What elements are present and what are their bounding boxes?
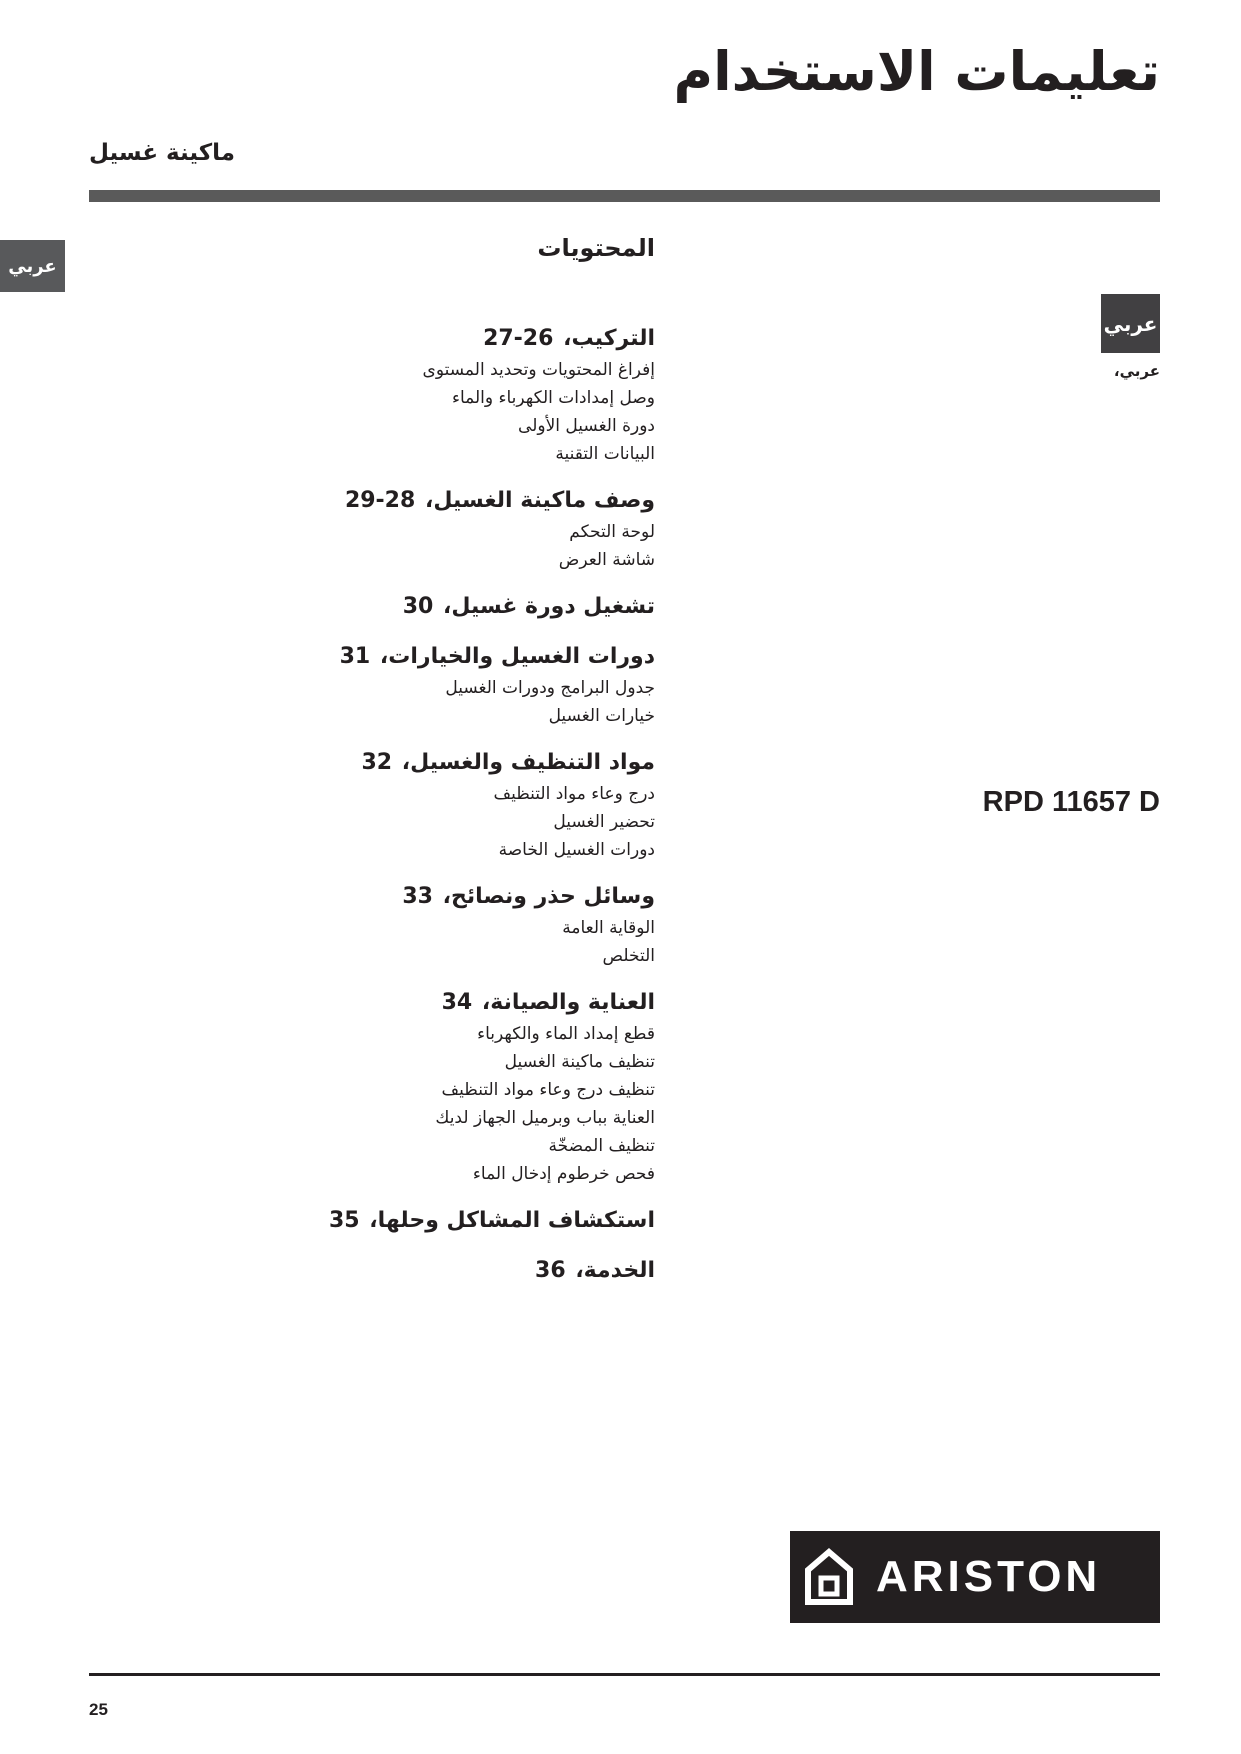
- toc-section-title: وسائل حذر ونصائح،: [442, 884, 655, 909]
- toc-subitem: تنظيف درج وعاء مواد التنظيف: [441, 1080, 655, 1100]
- toc-section-pages: 32: [361, 750, 393, 775]
- toc-section-pages: 35: [328, 1208, 360, 1233]
- toc-subitem: دورة الغسيل الأولى: [518, 416, 655, 436]
- footer-divider: [89, 1673, 1160, 1676]
- contents-heading: المحتويات: [537, 234, 655, 262]
- toc-subitem: الوقاية العامة: [562, 918, 655, 938]
- toc-section-title: دورات الغسيل والخيارات،: [379, 644, 655, 669]
- toc-section-heading: [255, 484, 655, 518]
- language-side-tab: عربي: [0, 240, 65, 292]
- toc-section: [255, 1254, 655, 1288]
- page-title: تعليمات الاستخدام: [673, 40, 1160, 103]
- toc-subitem: فحص خرطوم إدخال الماء: [472, 1164, 655, 1184]
- product-subtitle: ماكينة غسيل: [89, 140, 236, 166]
- language-badge: عربي: [1101, 294, 1160, 353]
- toc-section-pages: 30: [402, 594, 434, 619]
- toc-subitem: العناية بباب وبرميل الجهاز لديك: [435, 1108, 655, 1128]
- toc-section-heading: [255, 1204, 655, 1238]
- toc-section-title: العناية والصيانة،: [481, 990, 655, 1015]
- toc-section-heading: [255, 322, 655, 356]
- toc-section-pages: 34: [441, 990, 473, 1015]
- toc-section-heading: [255, 880, 655, 914]
- toc-section-heading: [255, 986, 655, 1020]
- language-label: عربي،: [1113, 362, 1160, 380]
- page-number: 25: [89, 1700, 108, 1719]
- brand-name: ARISTON: [876, 1552, 1102, 1601]
- toc-subitem: التخلص: [602, 946, 655, 966]
- house-icon: [804, 1548, 854, 1606]
- model-number: RPD 11657 D: [982, 786, 1160, 818]
- toc-subitem: البيانات التقنية: [555, 444, 655, 464]
- toc-section-title: وصف ماكينة الغسيل،: [424, 488, 655, 513]
- toc-section-heading: [255, 746, 655, 780]
- toc-subitem: خيارات الغسيل: [548, 706, 655, 726]
- toc-subitem: وصل إمدادات الكهرباء والماء: [451, 388, 655, 408]
- toc-section-heading: [255, 640, 655, 674]
- ariston-logo: [790, 1531, 1160, 1623]
- toc-section: [255, 880, 655, 970]
- toc-section-pages: 33: [402, 884, 433, 909]
- toc-subitem: تنظيف المضخّة: [548, 1136, 655, 1156]
- toc-section: [255, 1204, 655, 1238]
- toc-subitem: إفراغ المحتويات وتحديد المستوى: [422, 360, 655, 380]
- toc-section-title: مواد التنظيف والغسيل،: [401, 750, 655, 775]
- toc-section-title: الخدمة،: [575, 1258, 655, 1283]
- toc-section-pages: 29-28: [344, 488, 416, 513]
- toc-section: [255, 746, 655, 864]
- toc-subitem: درج وعاء مواد التنظيف: [493, 784, 655, 804]
- toc-section-pages: 31: [339, 644, 371, 669]
- toc-subitem: قطع إمداد الماء والكهرباء: [477, 1024, 655, 1044]
- toc-section: [255, 590, 655, 624]
- toc-section-title: استكشاف المشاكل وحلها،: [369, 1208, 655, 1233]
- toc-section: [255, 322, 655, 468]
- toc-subitem: تحضير الغسيل: [553, 812, 655, 832]
- table-of-contents: [255, 322, 655, 1304]
- toc-subitem: جدول البرامج ودورات الغسيل: [445, 678, 655, 698]
- toc-section-title: تشغيل دورة غسيل،: [442, 594, 655, 619]
- toc-section: [255, 640, 655, 730]
- toc-section: [255, 986, 655, 1188]
- toc-section-pages: 36: [535, 1258, 566, 1283]
- toc-subitem: دورات الغسيل الخاصة: [498, 840, 655, 860]
- header-divider: [89, 190, 1160, 202]
- toc-section-pages: 27-26: [483, 326, 554, 351]
- toc-subitem: شاشة العرض: [558, 550, 655, 570]
- toc-section-heading: [255, 1254, 655, 1288]
- toc-section: [255, 484, 655, 574]
- toc-section-heading: [255, 590, 655, 624]
- toc-subitem: تنظيف ماكينة الغسيل: [504, 1052, 655, 1072]
- toc-subitem: لوحة التحكم: [569, 522, 655, 542]
- toc-section-title: التركيب،: [563, 326, 655, 351]
